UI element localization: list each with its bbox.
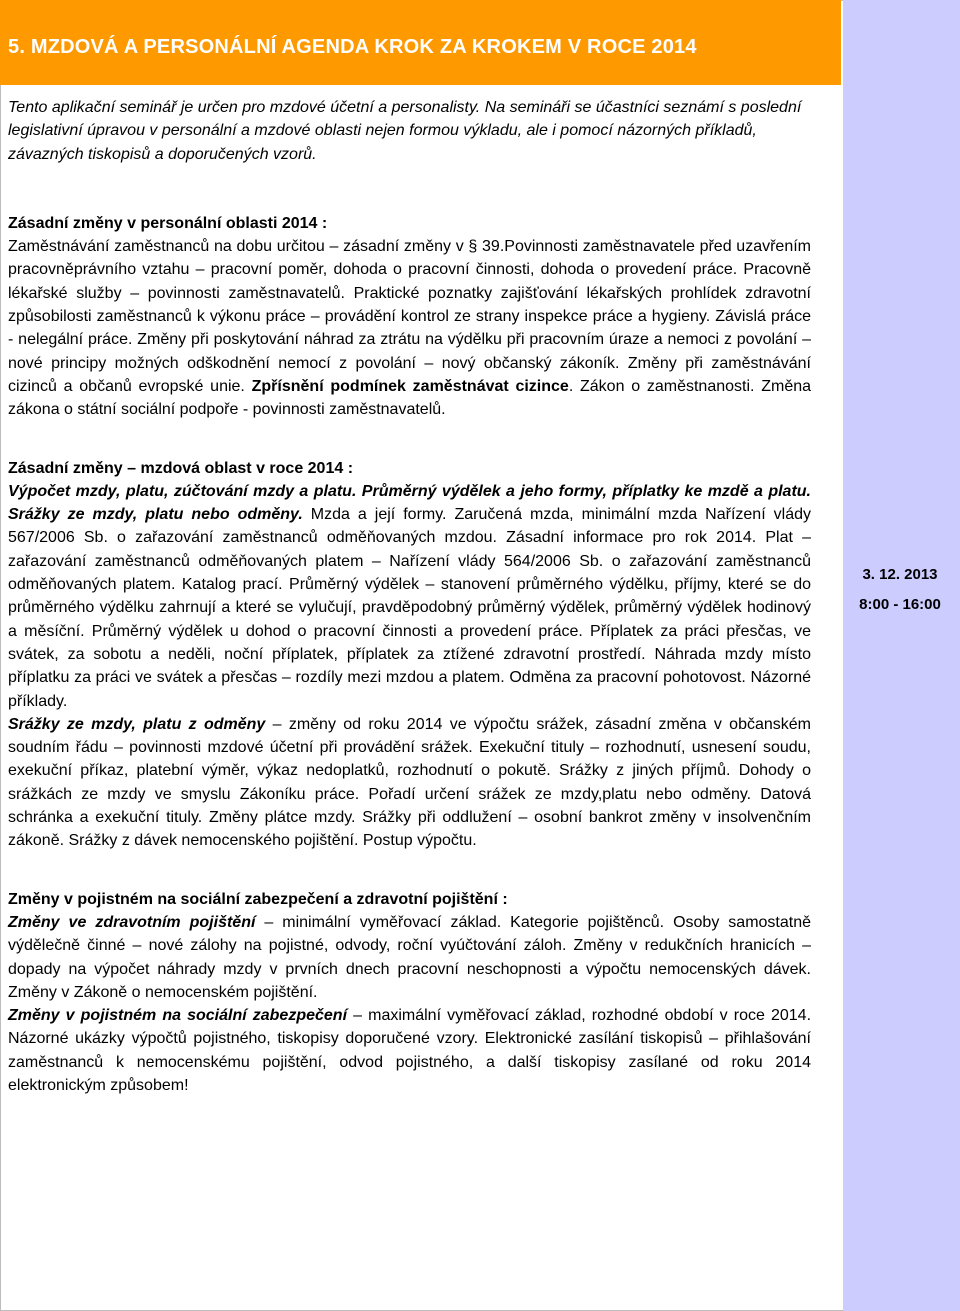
spacer [8,166,811,212]
personal-heading: Zásadní změny v personální oblasti 2014 : [8,214,328,232]
wage-heading: Zásadní změny – mzdová oblast v roce 2014 : [8,459,354,477]
personal-text-3: Pracovně lékařské služby – povinnosti zaměstnavatelů. Praktické poznatky zajišťování lékařských prohlídek zdravotní způsobilosti zaměstnanců k výkonu práce – provádění kontrol ze strany inspekce práce a hygieny. Závislá práce - nelegální práce. Změny při poskytování náhrad za ztrátu na výdělku při pracovním úraze a nemoci z povolání – nové principy možných odškodnění nemocí z povolání – nový občanský zákoník. Změny při zaměstnávání cizinců a občanů evropské unie. [8,261,811,395]
deductions-lead: Srážky ze mzdy, platu z odměny [8,715,266,733]
social-text: – maximální vyměřovací základ, rozhodné období v roce 2014. Názorné ukázky výpočtů pojistného, tiskopisy doporučené vzory. Elektronické zasílání tiskopisů – přihlašování zaměstnanců k nemocenskému pojištění, odvod pojistného, a další tiskopisy zasílané od roku 2014 elektronickým způsobem! [8,1007,812,1094]
health-lead: Změny ve zdravotním pojištění [8,913,256,931]
wage-paragraph [8,480,811,713]
health-text: – minimální vyměřovací základ. Kategorie pojištěnců. Osoby samostatně výdělečně činné – nové zálohy na pojistné, odvody, roční vyúčtování záloh. Změny v redukčních hranicích – dopady na výpočet náhrady mzdy v prvních dnech pracovní neschopnosti a výpočtu nemocenských dávek. Změny v Zákoně o nemocenském pojištění. [8,913,812,1001]
intro-paragraph: Tento aplikační seminář je určen pro mzdové účetní a personalisty. Na semináři se účastníci seznámí s poslední legislativní úpravou v personální a mzdové oblasti nejen formou výkladu, ale i pomocí názorných příkladů, závazných tiskopisů a doporučených vzorů. [8,99,802,163]
personal-text-1: Zaměstnávání zaměstnanců na dobu určitou – zásadní změny v § 39. [8,238,505,256]
personal-paragraph [8,235,811,421]
deductions-paragraph [8,713,811,853]
sidebar [843,0,960,1311]
header-band [0,0,841,85]
event-time: 8:00 - 16:00 [859,596,941,613]
insurance-heading: Změny v pojistném na sociální zabezpečení a zdravotní pojištění : [8,890,508,908]
health-paragraph [8,911,811,1004]
wage-text-1: Mzda a její formy. Zaručená mzda, minimální mzda Nařízení vlády 567/2006 Sb. o zařazování zaměstnanců odměňovaných mzdou. Zásadní informace pro rok 2014. Plat – zařazování zaměstnanců odměňovaných platem – Nařízení vlády 564/2006 Sb. o zařazování zaměstnanců odměňovaných platem. Katalog prací. Průměrný výdělek – stanovení průměrného výdělku, příjmy, které se do průměrného výdělku zahrnují a které se vylučují, pravděpodobný průměrný výdělek, průměrný výdělek hodinový a měsíční. Průměrný výdělek u dohod o pracovní činnosti a provedení práce. Příplatek za práci přesčas, ve svátek, za sobotu a neděli, noční příplatek, příplatek za ztížené zdravotní prostředí. Náhrada mzdy místo příplatku za práci ve svátek a přesčas – rozdíly mezi mzdou a platem. Odměna za pracovní pohotovost. Názorné příklady. [8,506,811,710]
spacer [8,422,811,457]
content-column [8,96,811,1097]
personal-text-2: Povinnosti zaměstnavatele před uzavřením pracovněprávního vztahu – pracovní poměr, dohoda o pracovní činnosti, dohoda o provedení práce. [8,238,811,279]
social-paragraph [8,1004,811,1097]
wage-lead: Výpočet mzdy, platu, zúčtování mzdy a platu. Průměrný výdělek a jeho formy, příplatky ke mzdě a platu. Srážky ze mzdy, platu nebo odměny. [8,482,811,524]
social-lead: Změny v pojistném na sociální zabezpečení [8,1007,348,1025]
personal-text-5: . Zákon o zaměstnanosti. Změna zákona o státní sociální podpoře - povinnosti zaměstnavatelů. [8,377,812,419]
spacer [8,853,811,888]
page-title: 5. MZDOVÁ A PERSONÁLNÍ AGENDA KROK ZA KROKEM V ROCE 2014 [8,36,697,58]
event-date: 3. 12. 2013 [862,566,938,583]
personal-text-bold: Zpřísnění podmínek zaměstnávat cizince [251,377,569,395]
deductions-text: – změny od roku 2014 ve výpočtu srážek, zásadní změna v občanském soudním řádu – povinnosti mzdové účetní při provádění srážek. Exekuční tituly – rozhodnutí, usnesení soudu, exekuční příkaz, platební výměr, výkaz nedoplatků, rozhodnutí o pokutě. Srážky z jiných příjmů. Dohody o srážkách ze mzdy ve smyslu Zákoníku práce. Pořadí určení srážek ze mzdy,platu nebo odměny. Datová schránka a exekuční tituly. Změny plátce mzdy. Srážky při oddlužení – osobní bankrot změny v insolvenčním zákoně. Srážky z dávek nemocenského pojištění. Postup výpočtu. [8,715,812,850]
